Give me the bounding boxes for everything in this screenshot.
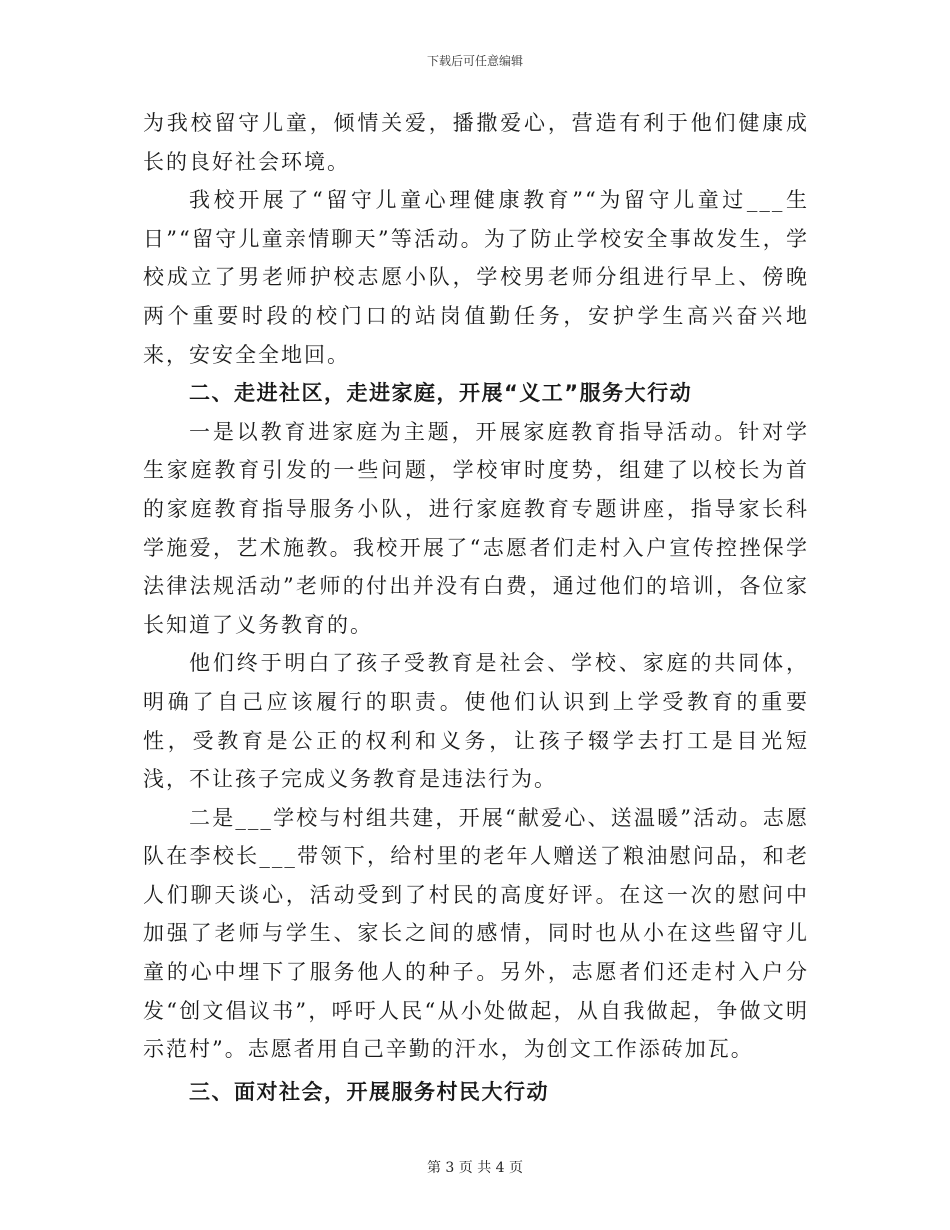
document-body bbox=[143, 104, 809, 1111]
paragraph-activities: 我校开展了“留守儿童心理健康教育”“为留守儿童过___生日”“留守儿童亲情聊天”等活动。为了防止学校安全事故发生，学校成立了男老师护校志愿小队，学校男老师分组进行早上、傍晚两个重要时段的校门口的站岗值勤任务，安护学生高兴奋兴地来，安安全全地回。 bbox=[143, 188, 809, 367]
paragraph-family-education: 一是以教育进家庭为主题，开展家庭教育指导活动。针对学生家庭教育引发的一些问题，学校审时度势，组建了以校长为首的家庭教育指导服务小队，进行家庭教育专题讲座，指导家长科学施爱，艺术施教。我校开展了“志愿者们走村入户宣传控挫保学法律法规活动”老师的付出并没有白费，通过他们的培训，各位家长知道了义务教育的。 bbox=[143, 419, 809, 637]
paragraph-village-cooperation: 二是___学校与村组共建，开展“献爱心、送温暖”活动。志愿队在李校长___带领下，给村里的老年人赠送了粮油慰问品，和老人们聊天谈心，活动受到了村民的高度好评。在这一次的慰问中加强了老师与学生、家长之间的感情，同时也从小在这些留守儿童的心中埋下了服务他人的种子。另外，志愿者们还走村入户分发“创文倡议书”，呼吁人民“从小处做起，从自我做起，争做文明示范村”。志愿者用自己辛勤的汗水，为创文工作添砖加瓦。 bbox=[143, 805, 809, 1062]
paragraph-continuation: 为我校留守儿童，倾情关爱，播撒爱心，营造有利于他们健康成长的良好社会环境。 bbox=[143, 111, 809, 174]
paragraph-parents-understand: 他们终于明白了孩子受教育是社会、学校、家庭的共同体，明确了自己应该履行的职责。使他们认识到上学受教育的重要性，受教育是公正的权利和义务，让孩子辍学去打工是目光短浅，不让孩子完成义务教育是违法行为。 bbox=[143, 651, 809, 792]
section-heading-2: 二、走进社区，走进家庭，开展“义工”服务大行动 bbox=[189, 381, 693, 406]
page-header: 下载后可任意编辑 bbox=[426, 54, 523, 68]
page-footer: 第 3 页 共 4 页 bbox=[426, 1160, 524, 1176]
section-heading-3: 三、面对社会，开展服务村民大行动 bbox=[189, 1079, 549, 1104]
